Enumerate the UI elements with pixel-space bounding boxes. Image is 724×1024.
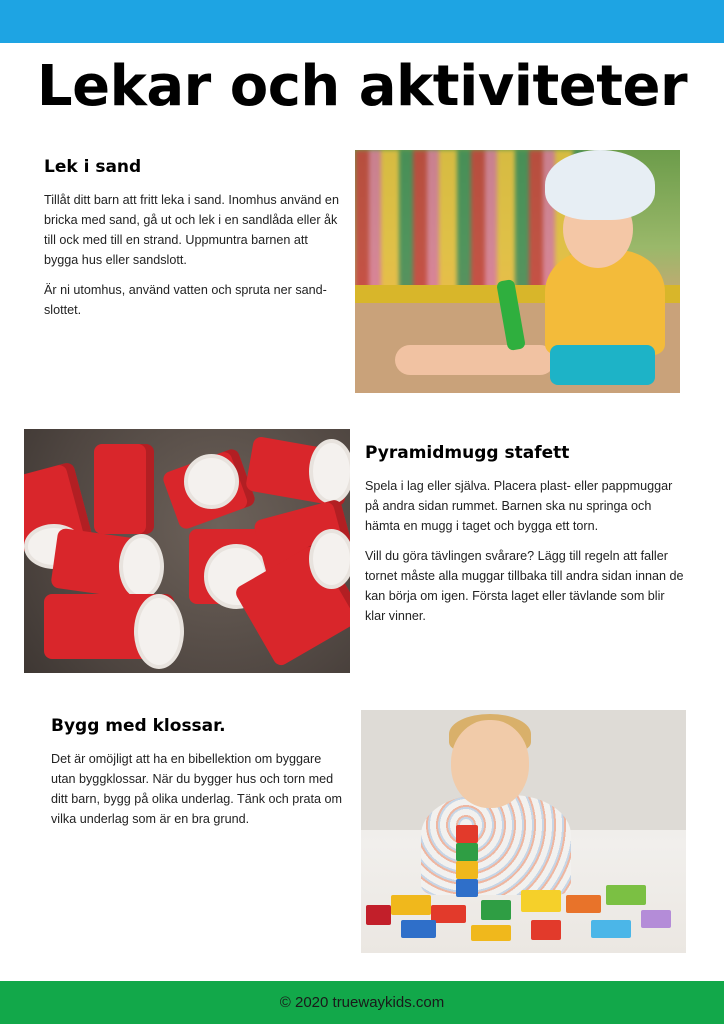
footer-copyright: © 2020 truewaykids.com [279,994,445,1011]
red-plastic-cups-photo [24,429,350,673]
section-heading: Pyramidmugg stafett [365,443,570,463]
section-heading: Bygg med klossar. [51,716,226,736]
footer-bar [0,981,724,1024]
section-paragraph: Tillåt ditt barn att fritt leka i sand. Inomhus använd en bricka med sand, gå ut och lek i en sandlåda eller åk till ock med till en strand. Uppmuntra barnen att bygga hus eller sandslott. [44,193,339,267]
section-paragraph: Är ni utomhus, använd vatten och spruta ner sand-slottet. [44,283,327,317]
section-paragraph: Vill du göra tävlingen svårare? Lägg till regeln att faller tornet måste alla muggar tillbaka till andra sidan innan de kan börja om igen. Första laget eller tävlande som blir klar vinner. [365,549,684,623]
child-building-blocks-photo [361,710,686,953]
child-in-sandbox-photo [355,150,680,393]
page-title: Lekar och aktiviteter [36,54,688,119]
section-sand [44,157,344,330]
section-pyramid-cup-relay [365,443,685,636]
section-building-blocks [51,716,346,839]
top-accent-bar [0,0,724,43]
section-paragraph: Spela i lag eller själva. Placera plast- eller pappmuggar på andra sidan rummet. Barnen ska nu springa och hämta en mugg i taget och bygga ett torn. [365,479,673,533]
section-paragraph: Det är omöjligt att ha en bibellektion om byggare utan byggklossar. När du bygger hus och torn med ditt barn, bygg på olika underlag. Tänk och prata om vilka underlag som är en bra grund. [51,752,343,826]
section-heading: Lek i sand [44,157,142,177]
